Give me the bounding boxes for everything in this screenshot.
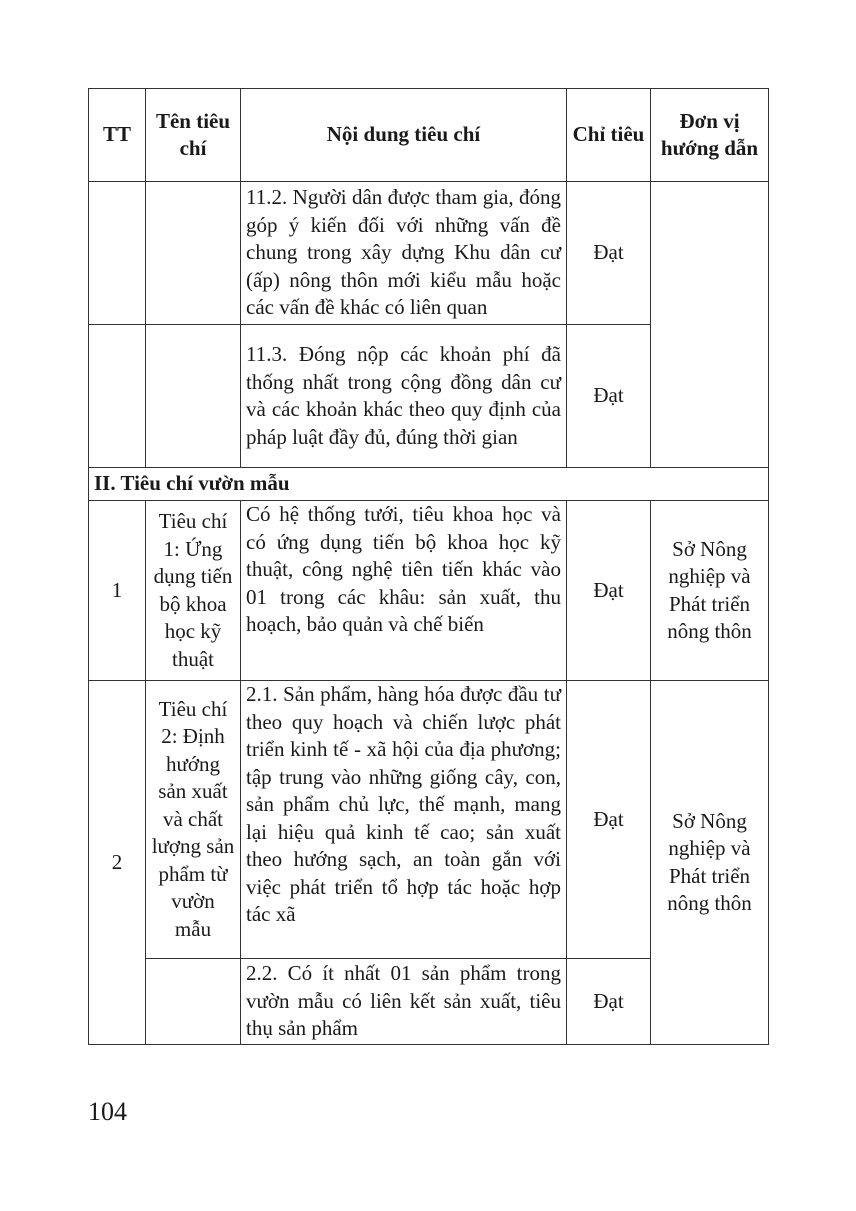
- cell-content: Có hệ thống tưới, tiêu khoa học và có ứng dụng tiến bộ khoa học kỹ thuật, công nghệ tiên tiến khác vào 01 trong các khâu: sản xuất, thu hoạch, bảo quản và chế biến: [241, 501, 567, 681]
- table-row: [89, 681, 769, 959]
- header-tt: TT: [89, 89, 146, 182]
- criteria-table: [88, 88, 769, 1045]
- cell-name: [146, 959, 241, 1045]
- cell-name: [146, 325, 241, 468]
- header-content: Nội dung tiêu chí: [241, 89, 567, 182]
- cell-target: Đạt: [567, 959, 651, 1045]
- table-header-row: [89, 89, 769, 182]
- cell-content: 11.3. Đóng nộp các khoản phí đã thống nhất trong cộng đồng dân cư và các khoản khác theo quy định của pháp luật đầy đủ, đúng thời gian: [241, 325, 567, 468]
- cell-unit: Sở Nông nghiệp và Phát triển nông thôn: [651, 501, 769, 681]
- cell-content: 11.2. Người dân được tham gia, đóng góp ý kiến đối với những vấn đề chung trong xây dựng Khu dân cư (ấp) nông thôn mới kiểu mẫu hoặc các vấn đề khác có liên quan: [241, 182, 567, 325]
- cell-tt: [89, 325, 146, 468]
- page-number: 104: [88, 1097, 127, 1126]
- cell-tt: 2: [89, 681, 146, 1045]
- section-row: [89, 468, 769, 501]
- cell-target: Đạt: [567, 681, 651, 959]
- cell-unit: [651, 182, 769, 468]
- cell-content: 2.2. Có ít nhất 01 sản phẩm trong vườn mẫu có liên kết sản xuất, tiêu thụ sản phẩm: [241, 959, 567, 1045]
- cell-tt: 1: [89, 501, 146, 681]
- header-target: Chỉ tiêu: [567, 89, 651, 182]
- cell-target: Đạt: [567, 325, 651, 468]
- table-row: [89, 182, 769, 325]
- header-name: Tên tiêu chí: [146, 89, 241, 182]
- cell-unit: Sở Nông nghiệp và Phát triển nông thôn: [651, 681, 769, 1045]
- header-unit: Đơn vị hướng dẫn: [651, 89, 769, 182]
- cell-name: Tiêu chí 2: Định hướng sản xuất và chất lượng sản phẩm từ vườn mẫu: [146, 681, 241, 959]
- cell-tt: [89, 182, 146, 325]
- cell-target: Đạt: [567, 501, 651, 681]
- cell-content: 2.1. Sản phẩm, hàng hóa được đầu tư theo quy hoạch và chiến lược phát triển kinh tế - xã hội của địa phương; tập trung vào những giống cây, con, sản phẩm chủ lực, thế mạnh, mang lại hiệu quả kinh tế cao; sản xuất theo hướng sạch, an toàn gắn với việc phát triển tổ hợp tác hoặc hợp tác xã: [241, 681, 567, 959]
- table-row: [89, 501, 769, 681]
- cell-name: Tiêu chí 1: Ứng dụng tiến bộ khoa học kỹ thuật: [146, 501, 241, 681]
- cell-target: Đạt: [567, 182, 651, 325]
- section-title: II. Tiêu chí vườn mẫu: [89, 468, 769, 501]
- cell-name: [146, 182, 241, 325]
